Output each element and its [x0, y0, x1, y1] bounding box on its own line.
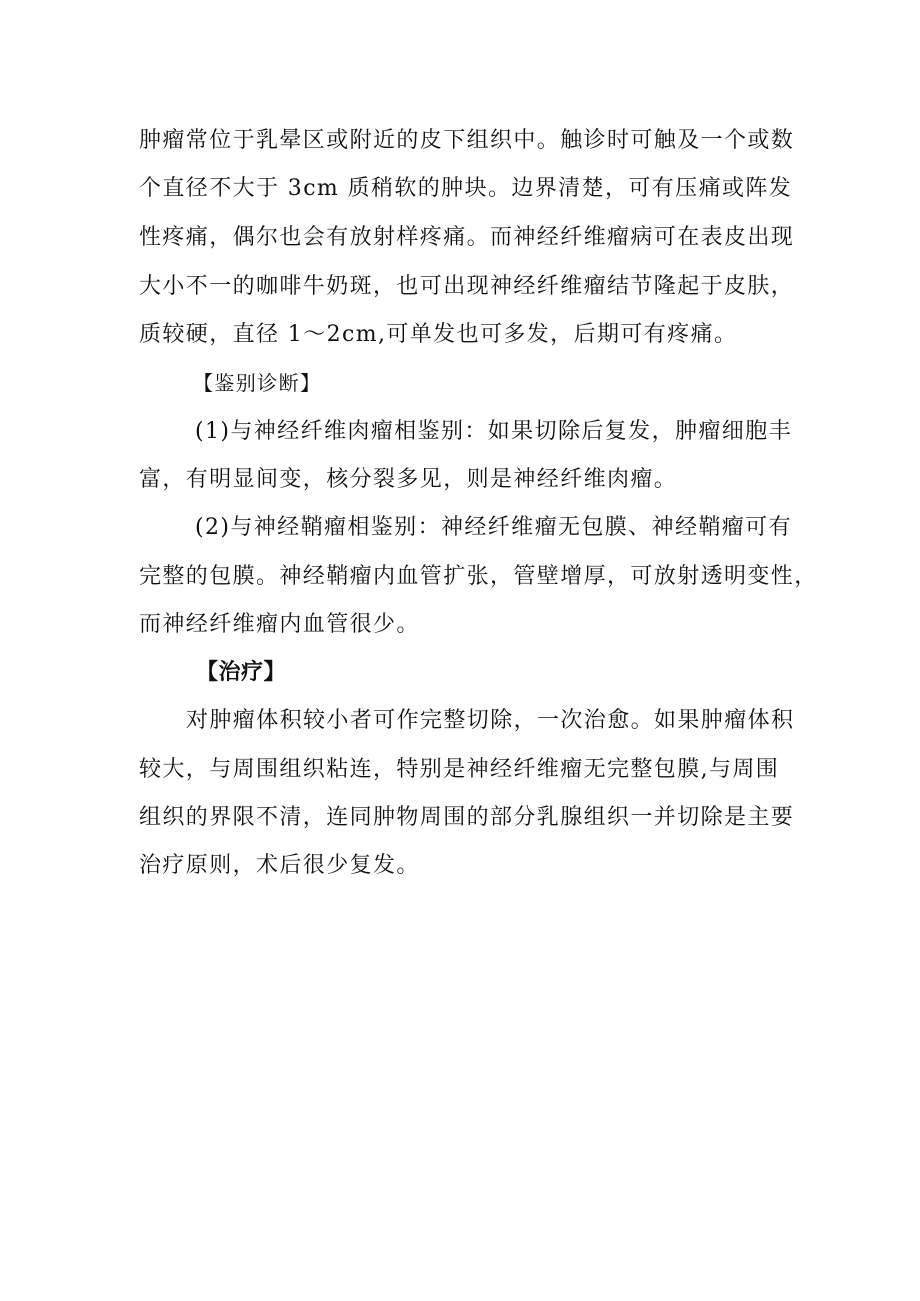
- intro-line-1: 肿瘤常位于乳晕区或附近的皮下组织中。触诊时可触及一个或数: [139, 128, 795, 153]
- treatment-heading: 【治疗】: [196, 659, 287, 685]
- intro-line-2: 个直径不大于 3cm 质稍软的肿块。边界清楚，可有压痛或阵发: [139, 176, 793, 201]
- treatment-line-3: 组织的界限不清，连同肿物周围的部分乳腺组织一并切除是主要: [139, 805, 795, 830]
- intro-line-5: 质较硬，直径 1～2cm,可单发也可多发，后期可有疼痛。: [139, 322, 738, 347]
- treatment-line-1: 对肿瘤体积较小者可作完整切除，一次治愈。如果肿瘤体积: [186, 708, 795, 733]
- treatment-line-4: 治疗原则，术后很少复发。: [139, 853, 420, 878]
- differential-2-line-1: (2)与神经鞘瘤相鉴别：神经纤维瘤无包膜、神经鞘瘤可有: [195, 515, 792, 540]
- differential-2-line-3: 而神经纤维瘤内血管很少。: [139, 612, 420, 637]
- differential-2-line-2: 完整的包膜。神经鞘瘤内血管扩张，管壁增厚，可放射透明变性，: [139, 564, 818, 589]
- differential-heading: 【鉴别诊断】: [193, 371, 322, 395]
- intro-line-4: 大小不一的咖啡牛奶斑，也可出现神经纤维瘤结节隆起于皮肤，: [139, 274, 795, 299]
- treatment-line-2: 较大，与周围组织粘连，特别是神经纤维瘤无完整包膜,与周围: [139, 757, 780, 782]
- differential-1-line-2: 富，有明显间变，核分裂多见，则是神经纤维肉瘤。: [139, 467, 678, 492]
- differential-1-line-1: (1)与神经纤维肉瘤相鉴别：如果切除后复发，肿瘤细胞丰: [195, 419, 792, 444]
- intro-line-3: 性疼痛，偶尔也会有放射样疼痛。而神经纤维瘤病可在表皮出现: [139, 225, 795, 250]
